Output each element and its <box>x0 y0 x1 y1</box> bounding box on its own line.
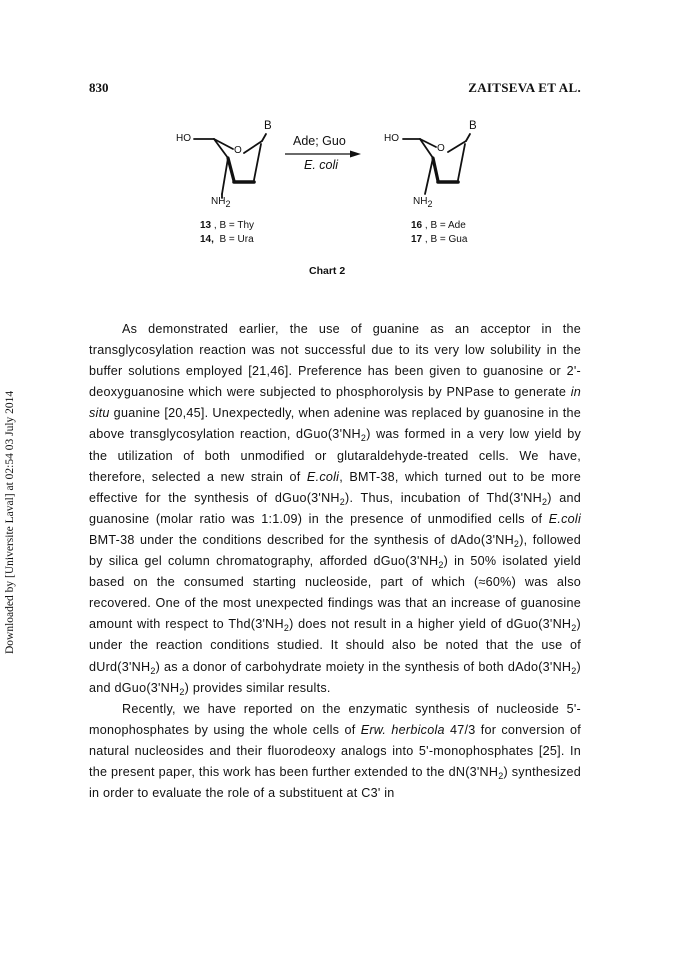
p1-italic-ecoli: E.coli <box>306 469 340 484</box>
right-ho-label: HO <box>384 133 399 144</box>
left-ring-oxygen-label: O <box>234 145 242 156</box>
compound-14-label <box>200 234 254 245</box>
p1-text-0: As demonstrated earlier, the use of guanine as an acceptor in the transglycosylation reaction was not successful due to its very low solubility in the buffer solutions employed [21,46]. Preference has been given to guanosine or 2'-deoxyguanosine which were subjected to phosphorolysis by PNPase to generate <box>89 322 581 400</box>
chart-caption: Chart 2 <box>309 265 346 277</box>
download-side-note: Downloaded by [Universite Laval] at 02:54 03 July 2014 <box>4 390 16 654</box>
compound-13-number: 13 <box>200 220 212 231</box>
arrow-reagents-label: Ade; Guo <box>293 134 346 148</box>
p1-text-10: ) and guanosine (molar ratio was 1:1.09) in the presence of unmodified cells of <box>89 490 581 526</box>
right-ring-oxygen-label: O <box>437 143 445 154</box>
p1-text-24: ) and dGuo(3'NH <box>89 659 581 695</box>
p1-text-18: ) does not result in a higher yield of dGuo(3'NH <box>289 617 572 632</box>
p1-text-12: BMT-38 under the conditions described for the synthesis of dAdo(3'NH <box>89 532 514 547</box>
arrow-catalyst-label: E. coli <box>304 158 339 172</box>
compound-17-text: , B = Gua <box>422 234 468 245</box>
p1-sub-17: 2 <box>283 623 290 634</box>
p1-sub-15: 2 <box>438 560 444 571</box>
page-number: 830 <box>89 80 109 95</box>
compound-14-number: 14, <box>200 234 214 245</box>
compound-16-number: 16 <box>411 220 423 231</box>
right-base-label: B <box>469 120 477 132</box>
p1-text-16: ) in 50% isolated yield based on the consumed starting nucleoside, part of which (≈60%) was also recovered. One of the most unexpected findings was that an increase of guanosine amount with respect to Thd(3'NH <box>89 554 581 632</box>
right-nh2-subscript: 2 <box>427 199 433 209</box>
p1-italic-in-situ: in situ <box>89 385 581 421</box>
left-ho-label: HO <box>176 133 191 144</box>
p1-sub-13: 2 <box>513 538 520 549</box>
p1-text-2: guanine [20,45]. Unexpectedly, when adenine was replaced by guanosine in the above transglycosylation reaction, dGuo(3'NH <box>89 406 581 442</box>
reaction-scheme <box>0 0 675 300</box>
p2-text-4: ) synthesized in order to evaluate the role of a substituent at C3' in <box>89 764 581 801</box>
compound-13-label <box>200 220 254 231</box>
paragraph-2 <box>89 699 581 804</box>
p1-sub-19: 2 <box>571 623 577 634</box>
paragraph-1 <box>89 319 581 699</box>
left-nh-text: NH <box>211 196 226 207</box>
p1-italic-ecoli-2: E.coli <box>548 511 581 526</box>
body-text <box>89 319 581 804</box>
p2-italic-erw: Erw. herbicola <box>360 722 445 737</box>
p1-sub-25: 2 <box>179 686 185 697</box>
p1-sub-9: 2 <box>541 496 548 507</box>
p1-text-26: ) provides similar results. <box>184 680 331 695</box>
compound-14-text: B = Ura <box>213 234 254 245</box>
compound-16-text: , B = Ade <box>422 220 466 231</box>
left-molecule-structure <box>194 134 266 198</box>
p1-sub-7: 2 <box>339 496 346 507</box>
p1-sub-23: 2 <box>571 665 577 676</box>
compound-13-text: , B = Thy <box>211 220 255 231</box>
compound-17-number: 17 <box>411 234 423 245</box>
p2-text-2: 47/3 for conversion of natural nucleosides and their fluorodeoxy analogs into 5'-monophosphates [25]. In the present paper, this work has been further extended to the dN(3'NH <box>89 722 582 779</box>
right-nh2-label <box>413 196 432 207</box>
p1-text-22: ) as a donor of carbohydrate moiety in the synthesis of both dAdo(3'NH <box>155 659 572 674</box>
reaction-arrow <box>285 151 361 158</box>
left-nh2-label <box>211 196 230 207</box>
compound-17-label <box>411 234 467 245</box>
left-base-label: B <box>264 120 272 132</box>
compound-16-label <box>411 220 466 231</box>
right-nh-text: NH <box>413 196 428 207</box>
p1-text-6: , BMT-38, which turned out to be more effective for the synthesis of dGuo(3'NH <box>89 469 581 505</box>
p2-text-0: Recently, we have reported on the enzymatic synthesis of nucleoside 5'-monophosphates by using the whole cells of <box>89 701 581 737</box>
scheme-drawing <box>0 0 675 300</box>
left-nh2-subscript: 2 <box>225 199 231 209</box>
p1-text-14: ), followed by silica gel column chromatography, afforded dGuo(3'NH <box>89 532 581 569</box>
p1-sub-21: 2 <box>150 665 156 676</box>
running-head: ZAITSEVA ET AL. <box>468 80 581 95</box>
p1-text-8: ). Thus, incubation of Thd(3'NH <box>345 490 542 505</box>
p1-text-4: ) was formed in a very low yield by the utilization of both unmodified or glutaraldehyde-treated cells. We have, therefore, selected a new strain of <box>89 427 582 484</box>
p2-sub-3: 2 <box>498 770 504 781</box>
p1-text-20: ) under the reaction conditions studied. It should also be noted that the use of dUrd(3'NH <box>89 617 581 674</box>
p1-sub-3: 2 <box>360 433 367 444</box>
